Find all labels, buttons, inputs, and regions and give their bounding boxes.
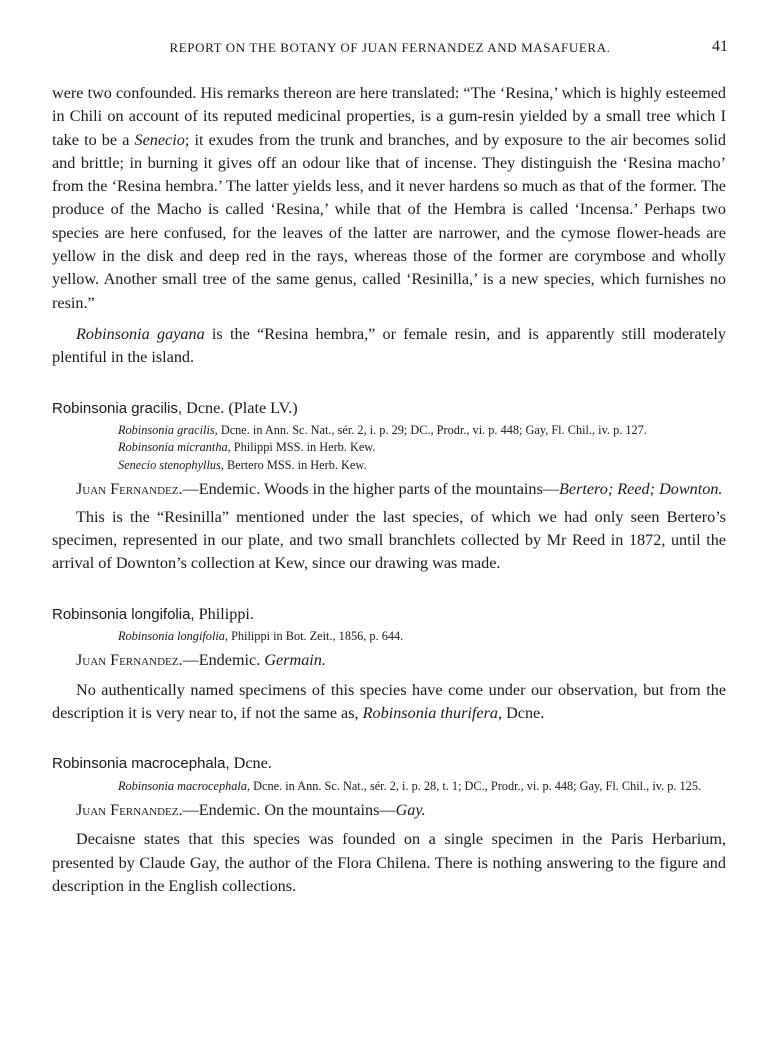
note-text-b: , Dcne. [498, 703, 545, 722]
page-number: 41 [712, 38, 728, 55]
locality-status: —Endemic. [182, 651, 265, 670]
locality-name: Juan Fernandez. [76, 651, 183, 670]
synonym-taxon: Senecio stenophyllus, [118, 457, 224, 472]
locality-name: Juan Fernandez. [76, 480, 183, 499]
species-author: Dcne. [229, 754, 272, 773]
synonym-reference: Philippi MSS. in Herb. Kew. [230, 440, 376, 455]
locality-status: —Endemic. Woods in the higher parts of the mountains— [182, 480, 559, 499]
locality-line [52, 478, 726, 501]
intro-text-a: were two confounded. His remarks thereon are here translated: “The ‘Resina,’ which is highly esteemed in Chili on account of its reputed medicinal properties, is a gum-resin yielded by a small tree which I take to be a [52, 84, 726, 149]
species-entry-longifolia [52, 603, 726, 726]
synonym-line [118, 778, 726, 796]
synonym-line [118, 628, 726, 646]
species-name: Robinsonia gracilis, [52, 399, 183, 417]
species-author: Dcne. [182, 398, 225, 417]
synonym-taxon: Robinsonia macrocephala, [118, 778, 251, 793]
species-heading [52, 603, 726, 626]
note-text-a: No authentically named specimens of this species have come under our observation, but from the description it is very near to, if not the same as, [52, 680, 726, 722]
intro-p2-text: is the “Resina hembra,” or female resin, and is apparently still moderately plentiful in the island. [52, 324, 727, 367]
species-note [52, 679, 726, 726]
locality-status: —Endemic. On the mountains— [182, 801, 396, 820]
synonym-reference: Philippi in Bot. Zeit., 1856, p. 644. [228, 628, 404, 643]
synonym-taxon: Robinsonia longifolia, [118, 628, 228, 643]
intro-species: Robinsonia gayana [76, 324, 205, 343]
synonym-line [118, 439, 726, 457]
species-entry-macrocephala [52, 752, 726, 898]
species-name: Robinsonia longifolia, [52, 605, 195, 623]
synonym-line [118, 457, 726, 475]
synonym-reference: Bertero MSS. in Herb. Kew. [223, 457, 367, 472]
locality-line [52, 649, 726, 672]
species-note: Decaisne states that this species was founded on a single specimen in the Paris Herbarium, presented by Claude Gay, the author of the Flora Chilena. There is nothing answering to the figure and description in the English collections. [52, 830, 726, 895]
species-heading [52, 752, 726, 775]
plate-reference: (Plate LV.) [224, 398, 298, 417]
synonym-taxon: Robinsonia gracilis, [118, 422, 218, 437]
species-note: This is the “Resinilla” mentioned under the last species, of which we had only seen Bertero’s specimen, represented in our plate, and two small branchlets collected by Mr Reed in 1872, until the arrival of Downton’s collection at Kew, since our drawing was made. [52, 507, 726, 573]
species-entry-gracilis [52, 397, 726, 576]
note-species: Robinsonia thurifera [362, 703, 498, 722]
species-name: Robinsonia macrocephala, [52, 755, 230, 773]
intro-paragraph-2 [52, 323, 726, 370]
species-author: Philippi. [194, 604, 254, 623]
synonym-reference: Dcne. in Ann. Sc. Nat., sér. 2, i. p. 29; DC., Prodr., vi. p. 448; Gay, Fl. Chil., iv. p. 127. [217, 422, 647, 437]
synonym-reference: Dcne. in Ann. Sc. Nat., sér. 2, i. p. 28, t. 1; DC., Prodr., vi. p. 448; Gay, Fl. Chil., iv. p. 125. [250, 778, 702, 793]
collectors: Bertero; Reed; Downton. [559, 480, 723, 499]
running-header [52, 40, 728, 56]
synonym-taxon: Robinsonia micrantha, [118, 440, 231, 455]
locality-line [52, 799, 726, 822]
intro-paragraph-1 [52, 82, 726, 315]
page-body [52, 82, 726, 898]
intro-genus: Senecio [134, 130, 185, 149]
species-heading [52, 397, 726, 420]
running-title: REPORT ON THE BOTANY OF JUAN FERNANDEZ AND MASAFUERA. [169, 40, 611, 55]
collectors: Germain. [264, 651, 326, 670]
collectors: Gay. [395, 801, 426, 820]
synonym-line [118, 422, 726, 440]
intro-text-b: ; it exudes from the trunk and branches, and by exposure to the air becomes solid and brittle; in burning it gives off an odour like that of incense. They distinguish the ‘Resina macho’ from the ‘Resina hembra.’ The latter yields less, and it never hardens so much as that of the former. The produce of the Macho is called ‘Resina,’ while that of the Hembra is called ‘Incensa.’ Perhaps two species are here confused, for the leaves of the latter are narrower, and the cymose flower-heads are yellow in the disk and deep red in the rays, whereas those of the former are corymbose and wholly yellow. Another small tree of the same genus, called ‘Resinilla,’ is a new species, which furnishes no resin.” [52, 130, 726, 312]
locality-name: Juan Fernandez. [76, 801, 183, 820]
